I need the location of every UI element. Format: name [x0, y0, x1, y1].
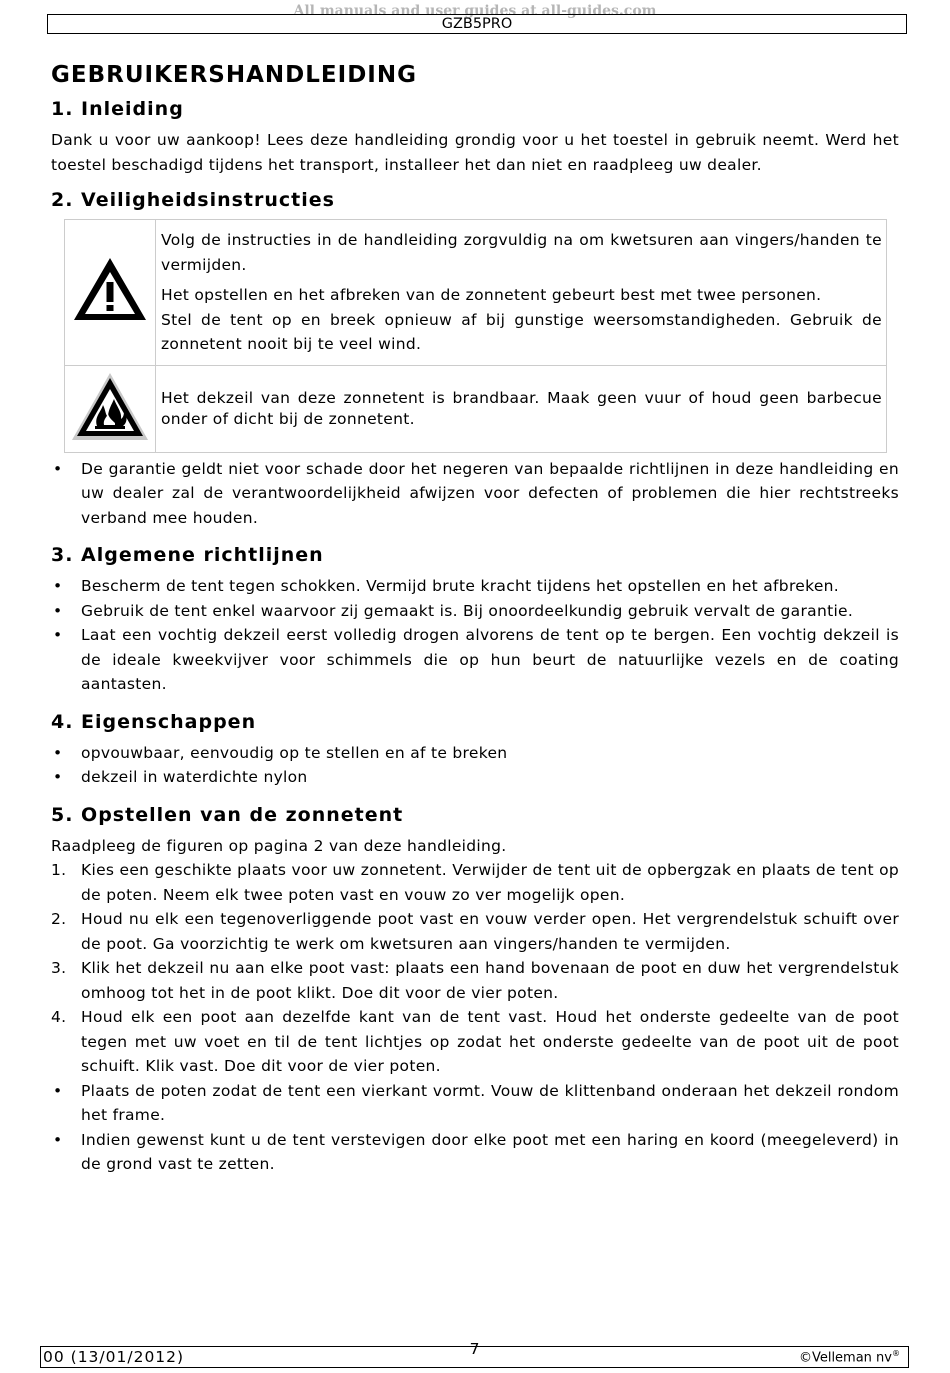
list-item	[51, 599, 899, 624]
step-number: 3.	[51, 959, 67, 977]
setup-intro: Raadpleeg de figuren op pagina 2 van deze handleiding.	[51, 836, 507, 855]
step-text: Klik het dekzeil nu aan elke poot vast: plaats een hand bovenaan de poot en duw het vergrendelstuk omhoog tot het in de poot klikt. Doe dit voor de vier poten.	[81, 959, 899, 1002]
list-item-text: dekzeil in waterdichte nylon	[81, 768, 308, 786]
step-text: Houd elk een poot aan dezelfde kant van de tent vast. Houd het onderste gedeelte van de poot tegen met uw voet en til de tent lichtjes op zodat het onderste gedeelte van de poot uit de poot schuift. Klik vast. Doe dit voor de vier poten.	[81, 1008, 899, 1075]
warning-icon-cell	[65, 220, 156, 366]
list-item-text: Indien gewenst kunt u de tent verstevigen door elke poot met een haring en koord (meegeleverd) in de grond vast te zetten.	[81, 1130, 899, 1173]
bullet-marker: •	[53, 1081, 63, 1100]
section-heading-setup: 5. Opstellen van de zonnetent	[51, 803, 404, 826]
section-heading-features: 4. Eigenschappen	[51, 710, 257, 733]
bullet-marker: •	[53, 743, 63, 762]
bullet-marker: •	[53, 459, 63, 478]
section-heading-guidelines: 3. Algemene richtlijnen	[51, 544, 324, 566]
step-item	[51, 858, 899, 907]
document-title: GEBRUIKERSHANDLEIDING	[51, 62, 417, 88]
warning-text-cell	[156, 220, 887, 366]
list-item-text: Gebruik de tent enkel waarvoor zij gemaakt is. Bij onoordeelkundig gebruik vervalt de garantie.	[81, 601, 854, 620]
warning-text-2: Het opstellen en het afbreken van de zonnetent gebeurt best met twee personen.	[161, 286, 822, 304]
features-bullet-list	[51, 741, 899, 790]
step-number: 1.	[51, 861, 67, 879]
setup-steps-list	[51, 858, 899, 1177]
bullet-marker: •	[53, 1130, 63, 1149]
step-item	[51, 907, 899, 956]
safety-table	[64, 219, 887, 453]
footer-version: 00 (13/01/2012)	[43, 1348, 185, 1366]
list-item	[51, 623, 899, 697]
list-item	[51, 457, 899, 531]
list-item	[51, 741, 899, 766]
list-item	[51, 1128, 899, 1177]
list-item	[51, 1079, 899, 1128]
bullet-marker: •	[53, 768, 63, 786]
bullet-marker: •	[53, 601, 63, 620]
step-item	[51, 1005, 899, 1079]
list-item	[51, 765, 899, 790]
document-body	[51, 62, 899, 1177]
step-text: Houd nu elk een tegenoverliggende poot vast en vouw verder open. Het vergrendelstuk schuift over de poot. Ga voorzichtig te werk om kwetsuren aan vingers/handen te vermijden.	[81, 910, 899, 953]
intro-paragraph: Dank u voor uw aankoop! Lees deze handleiding grondig voor u het toestel in gebruik neemt. Werd het toestel beschadigd tijdens het transport, installeer het dan niet en raadpleeg uw dealer.	[51, 131, 899, 174]
list-item-text: Bescherm de tent tegen schokken. Vermijd brute kracht tijdens het opstellen en het afbreken.	[81, 577, 840, 595]
bullet-marker: •	[53, 577, 63, 595]
list-item-text: Plaats de poten zodat de tent een vierkant vormt. Vouw de klittenband onderaan het dekzeil rondom het frame.	[81, 1081, 899, 1124]
flammable-text-cell	[156, 365, 887, 452]
safety-bullet-list	[51, 457, 899, 531]
warning-text-1: Volg de instructies in de handleiding zorgvuldig na om kwetsuren aan vingers/handen te vermijden.	[161, 231, 882, 274]
step-number: 4.	[51, 1008, 67, 1026]
warning-triangle-icon	[70, 254, 150, 326]
copyright-text: ©Velleman nv	[798, 1350, 892, 1366]
watermark: All manuals and user guides at all-guides.com	[293, 3, 657, 19]
list-item-text: Laat een vochtig dekzeil eerst volledig drogen alvorens de tent op te bergen. Een vochtig dekzeil is de ideale kweekvijver voor schimmels die op hun beurt de natuurlijke vezels en de coating aantasten.	[81, 626, 899, 693]
footer-copyright	[799, 1349, 900, 1365]
list-item-text: De garantie geldt niet voor schade door het negeren van bepaalde richtlijnen in deze handleiding en uw dealer zal de verantwoordelijkheid afwijzen voor defecten of problemen die hier rechtstreeks verband mee houden.	[81, 459, 899, 527]
step-number: 2.	[51, 910, 67, 928]
step-item	[51, 956, 899, 1005]
bullet-marker: •	[53, 626, 63, 644]
list-item	[51, 574, 899, 599]
step-text: Kies een geschikte plaats voor uw zonnetent. Verwijder de tent uit de opbergzak en plaats de tent op de poten. Neem elk twee poten vast en vouw zo ver mogelijk open.	[81, 861, 899, 904]
flammable-warning-icon	[70, 370, 150, 444]
list-item-text: opvouwbaar, eenvoudig op te stellen en af te breken	[81, 743, 508, 762]
registered-mark: ®	[892, 1349, 900, 1358]
warning-text-3: Stel de tent op en breek opnieuw af bij gunstige weersomstandigheden. Gebruik de zonnetent nooit bij te veel wind.	[161, 310, 882, 353]
flammable-text: Het dekzeil van deze zonnetent is brandbaar. Maak geen vuur of houd geen barbecue onder of dicht bij de zonnetent.	[161, 388, 882, 428]
model-name: GZB5PRO	[441, 16, 513, 32]
guidelines-bullet-list	[51, 574, 899, 697]
section-heading-intro: 1. Inleiding	[51, 98, 184, 120]
page-number: 7	[469, 1340, 480, 1358]
flammable-icon-cell	[65, 365, 156, 452]
header-bar	[47, 14, 907, 34]
section-heading-safety: 2. Veiligheidsinstructies	[51, 189, 335, 211]
footer-bar	[40, 1340, 909, 1368]
